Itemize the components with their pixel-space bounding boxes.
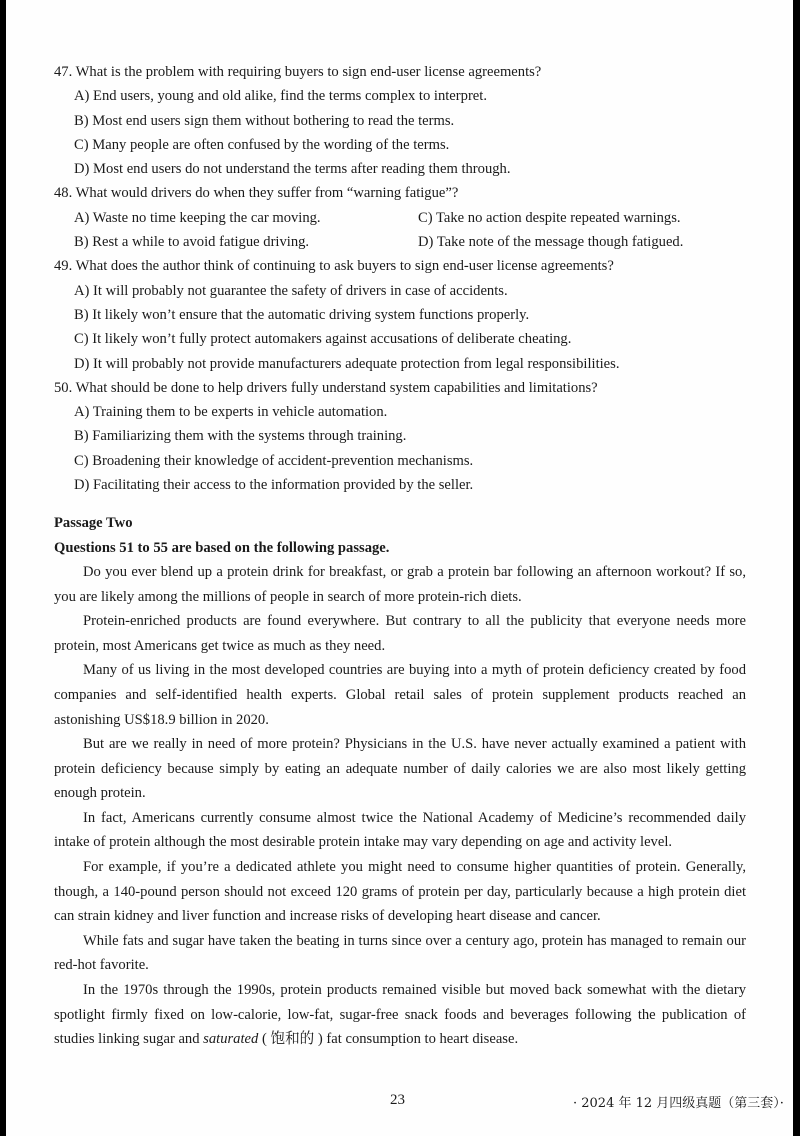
question-stem: 49. What does the author think of continuing to ask buyers to sign end-user license agreements? <box>54 258 614 275</box>
passage-paragraph: But are we really in need of more protein? Physicians in the U.S. have never actually examined a patient with protein deficiency because simply by eating an adequate number of daily calories we are also most likely getting enough protein. <box>54 736 746 802</box>
question-47 <box>54 60 746 181</box>
passage-paragraph-last: In the 1970s through the 1990s, protein products remained visible but moved back somewhat with the dietary spotlight firmly fixed on low-calorie, low-fat, sugar-free snack foods and beverages following the publication of studies linking sugar and saturated ( 饱和的 ) fat consumption to heart disease. <box>54 982 746 1048</box>
options-grid <box>54 206 746 255</box>
italic-term: saturated <box>203 1031 259 1048</box>
question-stem: 48. What would drivers do when they suffer from “warning fatigue”? <box>54 185 459 202</box>
option-d: D) It will probably not provide manufacturers adequate protection from legal responsibilities. <box>74 355 620 372</box>
passage-paragraph: Many of us living in the most developed countries are buying into a myth of protein deficiency created by food companies and self-identified health experts. Global retail sales of protein supplement products reached an astonishing US$18.9 billion in 2020. <box>54 662 746 728</box>
option-d: D) Most end users do not understand the terms after reading them through. <box>74 161 511 178</box>
option-b: B) Familiarizing them with the systems through training. <box>74 428 407 445</box>
question-stem: 50. What should be done to help drivers fully understand system capabilities and limitations? <box>54 379 598 396</box>
option-a: A) It will probably not guarantee the safety of drivers in case of accidents. <box>74 282 508 299</box>
option-a: A) Waste no time keeping the car moving. <box>74 209 321 226</box>
passage-paragraph: Do you ever blend up a protein drink for breakfast, or grab a protein bar following an afternoon workout? If so, you are likely among the millions of people in search of more protein-rich diets. <box>54 563 746 605</box>
passage-paragraph: Protein-enriched products are found everywhere. But contrary to all the publicity that everyone needs more protein, most Americans get twice as much as they need. <box>54 613 746 654</box>
question-49 <box>54 254 746 375</box>
exam-page <box>6 0 793 1136</box>
option-a: A) End users, young and old alike, find the terms complex to interpret. <box>74 88 487 105</box>
question-48 <box>54 181 746 254</box>
question-stem: 47. What is the problem with requiring buyers to sign end-user license agreements? <box>54 64 542 80</box>
passage-title: Passage Two <box>54 515 133 532</box>
option-b: B) It likely won’t ensure that the automatic driving system functions properly. <box>74 306 530 323</box>
passage-instruction: Questions 51 to 55 are based on the following passage. <box>54 539 390 556</box>
page-content <box>54 60 746 1052</box>
option-c: C) Many people are often confused by the wording of the terms. <box>74 136 450 153</box>
chinese-gloss: ( 饱和的 ) <box>258 1031 327 1048</box>
option-c: C) Take no action despite repeated warnings. <box>418 209 681 226</box>
option-b: B) Rest a while to avoid fatigue driving. <box>74 234 310 251</box>
option-a: A) Training them to be experts in vehicle automation. <box>74 404 388 421</box>
passage-paragraph: While fats and sugar have taken the beating in turns since over a century ago, protein has managed to remain our red-hot favorite. <box>54 932 746 974</box>
passage-paragraph: In fact, Americans currently consume almost twice the National Academy of Medicine’s recommended daily intake of protein although the most desirable protein intake may vary depending on age and activity level. <box>54 809 746 851</box>
passage-two <box>54 511 746 1051</box>
option-c: C) Broadening their knowledge of accident-prevention mechanisms. <box>74 452 474 469</box>
option-d: D) Take note of the message though fatigued. <box>418 234 684 251</box>
question-50 <box>54 376 746 497</box>
exam-label: · 2024 年 12 月四级真题（第三套）· <box>573 1096 784 1111</box>
option-d: D) Facilitating their access to the information provided by the seller. <box>74 477 474 494</box>
passage-paragraph: For example, if you’re a dedicated athlete you might need to consume higher quantities of protein. Generally, though, a 140-pound person should not exceed 120 grams of protein per day, particularly because a high protein diet can strain kidney and liver function and increase risks of developing heart disease and cancer. <box>54 859 746 925</box>
option-c: C) It likely won’t fully protect automakers against accusations of deliberate cheating. <box>74 331 572 348</box>
option-b: B) Most end users sign them without bothering to read the terms. <box>74 112 455 129</box>
page-number: 23 <box>390 1092 405 1108</box>
page-footer <box>6 1092 793 1116</box>
